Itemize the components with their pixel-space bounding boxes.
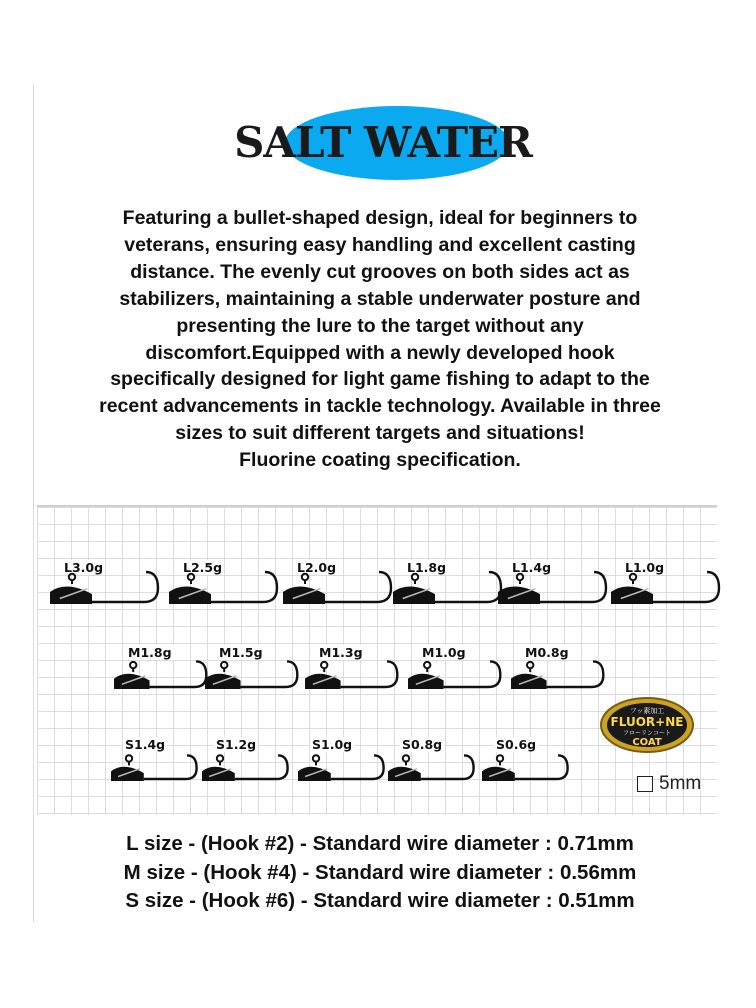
line-eye-icon [130, 662, 136, 668]
lure-graphic [301, 649, 419, 701]
lure-graphic [607, 564, 725, 616]
description-line: Fluorine coating specification. [239, 449, 521, 472]
lure-graphic [279, 564, 397, 616]
jig-head-lure [404, 645, 522, 701]
hook-icon [653, 572, 719, 602]
salt-water-logo [233, 103, 533, 181]
jig-head-lure [279, 560, 397, 616]
jig-head-lure [494, 560, 612, 616]
scale-square-icon [637, 776, 653, 792]
line-eye-icon [217, 755, 223, 761]
line-eye-icon [517, 574, 523, 580]
line-eye-icon [497, 755, 503, 761]
lure-weight-label: M1.8g [128, 645, 172, 660]
lure-weight-label: L1.4g [512, 560, 552, 575]
lure-weight-label: L1.8g [407, 560, 447, 575]
lure-weight-label: L2.0g [297, 560, 337, 575]
description-line: recent advancements in tackle technology. Available in three [99, 395, 661, 418]
hook-icon [92, 572, 158, 602]
hook-icon [444, 661, 501, 687]
badge-top-text: フッ素加工 [629, 707, 665, 715]
fluorine-coat-badge [598, 695, 696, 755]
jig-head-lure [478, 737, 596, 793]
logo-text: SALT WATER [234, 118, 532, 167]
lure-graphic [46, 564, 164, 616]
line-eye-icon [188, 574, 194, 580]
lure-graphic [165, 564, 283, 616]
hook-icon [547, 661, 604, 687]
lure-weight-label: S1.0g [312, 737, 353, 752]
badge-sub-text: フローリンコート [622, 730, 672, 737]
spec-line-m: M size - (Hook #4) - Standard wire diameter : 0.56mm [123, 860, 637, 884]
lure-weight-label: M0.8g [525, 645, 569, 660]
line-eye-icon [321, 662, 327, 668]
description-line: stabilizers, maintaining a stable underwater posture and [119, 287, 641, 310]
lure-weight-label: L2.5g [183, 560, 223, 575]
lure-weight-label: L1.0g [625, 560, 665, 575]
jig-head-lure [389, 560, 507, 616]
hook-icon [211, 572, 277, 602]
lure-weight-label: S1.4g [125, 737, 166, 752]
lure-graphic [478, 741, 596, 793]
description-line: presenting the lure to the target without any [176, 314, 584, 337]
hook-icon [540, 572, 606, 602]
hook-icon [435, 572, 501, 602]
jig-head-lure [301, 645, 419, 701]
description-line: sizes to suit different targets and situations! [175, 422, 585, 445]
scale-indicator [637, 774, 701, 794]
line-eye-icon [527, 662, 533, 668]
line-eye-icon [424, 662, 430, 668]
lure-weight-label: S1.2g [216, 737, 257, 752]
jig-head-lure [607, 560, 725, 616]
lure-graphic [389, 564, 507, 616]
spec-line-l: L size - (Hook #2) - Standard wire diameter : 0.71mm [126, 832, 634, 855]
line-eye-icon [313, 755, 319, 761]
lure-weight-label: M1.3g [319, 645, 363, 660]
hook-icon [515, 755, 568, 779]
left-border-line [33, 84, 34, 922]
hook-icon [341, 661, 398, 687]
line-eye-icon [403, 755, 409, 761]
hook-icon [331, 755, 384, 779]
description-line: discomfort.Equipped with a newly developed hook [145, 341, 615, 364]
line-eye-icon [126, 755, 132, 761]
line-eye-icon [412, 574, 418, 580]
description-line: distance. The evenly cut grooves on both sides act as [130, 260, 630, 283]
spec-line-s: S size - (Hook #6) - Standard wire diameter : 0.51mm [125, 889, 635, 912]
lure-weight-label: S0.6g [496, 737, 537, 752]
jig-head-lure [46, 560, 164, 616]
description-line: specifically designed for light game fishing to adapt to the [110, 368, 650, 391]
hook-icon [235, 755, 288, 779]
product-description [40, 205, 720, 474]
lure-weight-label: M1.5g [219, 645, 263, 660]
hook-icon [150, 661, 207, 687]
badge-bottom-text: COAT [632, 737, 662, 748]
lure-weight-label: S0.8g [402, 737, 443, 752]
lure-graphic [494, 564, 612, 616]
hook-icon [144, 755, 197, 779]
description-line: Featuring a bullet-shaped design, ideal for beginners to [122, 207, 638, 229]
lure-weight-label: M1.0g [422, 645, 466, 660]
line-eye-icon [630, 574, 636, 580]
hook-icon [421, 755, 474, 779]
hook-icon [241, 661, 298, 687]
size-specifications [60, 830, 700, 916]
description-line: veterans, ensuring easy handling and excellent casting [124, 233, 636, 256]
line-eye-icon [221, 662, 227, 668]
jig-head-lure [165, 560, 283, 616]
lure-graphic [404, 649, 522, 701]
jig-head-lure [507, 645, 625, 701]
badge-main-text: FLUOR+NE [610, 715, 684, 729]
hook-icon [325, 572, 391, 602]
scale-label: 5mm [659, 773, 702, 794]
line-eye-icon [302, 574, 308, 580]
lure-graphic [507, 649, 625, 701]
lure-weight-label: L3.0g [64, 560, 104, 575]
line-eye-icon [69, 574, 75, 580]
